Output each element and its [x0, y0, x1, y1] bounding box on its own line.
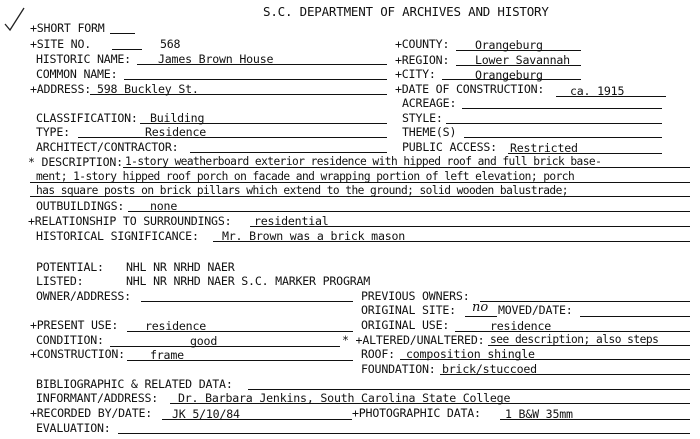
classification-label: CLASSIFICATION:: [36, 111, 138, 125]
historical-significance-value: Mr. Brown was a brick mason: [222, 229, 406, 243]
classification-value: Building: [150, 111, 205, 125]
evaluation-label: EVALUATION:: [36, 421, 111, 435]
common-name-label: COMMON NAME:: [36, 67, 118, 81]
relationship-value: residential: [254, 214, 329, 228]
date-of-construction-label: +DATE OF CONSTRUCTION:: [395, 82, 545, 96]
description-label: * DESCRIPTION:: [28, 155, 123, 169]
region-label: +REGION:: [395, 53, 450, 67]
page-header: S.C. DEPARTMENT OF ARCHIVES AND HISTORY: [263, 4, 549, 19]
original-site-label: ORIGINAL SITE:: [361, 303, 456, 317]
description-line-1: 1-story weatherboard exterior residence with hipped roof and full brick base-: [125, 155, 602, 168]
region-value: Lower Savannah: [475, 53, 570, 67]
form-type: +SHORT FORM: [30, 21, 105, 35]
owner-address-label: OWNER/ADDRESS:: [36, 289, 131, 303]
original-use-value: residence: [490, 319, 552, 333]
moved-date-label: MOVED/DATE:: [498, 303, 573, 317]
historic-name-label: HISTORIC NAME:: [36, 52, 131, 66]
outbuildings-label: OUTBUILDINGS:: [36, 199, 125, 213]
type-value: Residence: [145, 125, 207, 139]
date-of-construction-value: ca. 1915: [570, 84, 625, 98]
roof-label: ROOF:: [361, 347, 395, 361]
address-value: 598 Buckley St.: [97, 82, 199, 96]
listed-label: LISTED:: [36, 274, 84, 288]
condition-value: good: [190, 334, 218, 348]
altered-label: * +ALTERED/UNALTERED:: [342, 333, 485, 347]
informant-label: INFORMANT/ADDRESS:: [36, 391, 159, 405]
relationship-label: +RELATIONSHIP TO SURROUNDINGS:: [28, 214, 232, 228]
county-label: +COUNTY:: [395, 37, 450, 51]
recorded-by-value: JK 5/10/84: [172, 407, 240, 421]
construction-label: +CONSTRUCTION:: [30, 347, 125, 361]
historical-significance-label: HISTORICAL SIGNIFICANCE:: [36, 229, 199, 243]
outbuildings-value: none: [150, 199, 178, 213]
potential-label: POTENTIAL:: [36, 260, 104, 274]
public-access-label: PUBLIC ACCESS:: [402, 140, 497, 154]
original-site-value: no: [472, 300, 489, 315]
description-line-3: has square posts on brick pillars which extend to the ground; solid wooden balustrade;: [36, 184, 568, 197]
site-no-value: 568: [160, 37, 181, 51]
recorded-by-label: +RECORDED BY/DATE:: [30, 406, 153, 420]
photographic-data-value: 1 B&W 35mm: [505, 407, 573, 421]
themes-label: THEME(S): [402, 125, 457, 139]
style-label: STYLE:: [402, 111, 443, 125]
architect-label: ARCHITECT/CONTRACTOR:: [36, 140, 179, 154]
address-label: +ADDRESS:: [30, 82, 92, 96]
present-use-value: residence: [145, 319, 207, 333]
city-label: +CITY:: [395, 67, 436, 81]
city-value: Orangeburg: [475, 68, 543, 82]
potential-options: NHL NR NRHD NAER: [126, 260, 235, 274]
roof-value: composition shingle: [406, 347, 535, 361]
historic-name-value: James Brown House: [158, 52, 274, 66]
original-use-label: ORIGINAL USE:: [361, 318, 450, 332]
checkmark-icon: [4, 6, 26, 32]
condition-label: CONDITION:: [36, 333, 104, 347]
type-label: TYPE:: [36, 125, 70, 139]
site-no-label: +SITE NO.: [30, 37, 92, 51]
photographic-data-label: +PHOTOGRAPHIC DATA:: [352, 406, 481, 420]
informant-value: Dr. Barbara Jenkins, South Carolina State College: [178, 391, 511, 405]
bibliographic-label: BIBLIOGRAPHIC & RELATED DATA:: [36, 377, 233, 391]
acreage-label: ACREAGE:: [402, 96, 457, 110]
description-line-2: ment; 1-story hipped roof porch on facade and wrapping portion of left elevation; porch: [36, 170, 575, 183]
present-use-label: +PRESENT USE:: [30, 318, 119, 332]
previous-owners-label: PREVIOUS OWNERS:: [361, 289, 470, 303]
county-value: Orangeburg: [475, 38, 543, 52]
public-access-value: Restricted: [510, 141, 578, 155]
listed-options: NHL NR NRHD NAER S.C. MARKER PROGRAM: [126, 274, 371, 288]
foundation-value: brick/stuccoed: [442, 362, 537, 376]
construction-value: frame: [150, 348, 184, 362]
foundation-label: FOUNDATION:: [361, 362, 436, 376]
altered-value: see description; also steps: [490, 333, 659, 346]
